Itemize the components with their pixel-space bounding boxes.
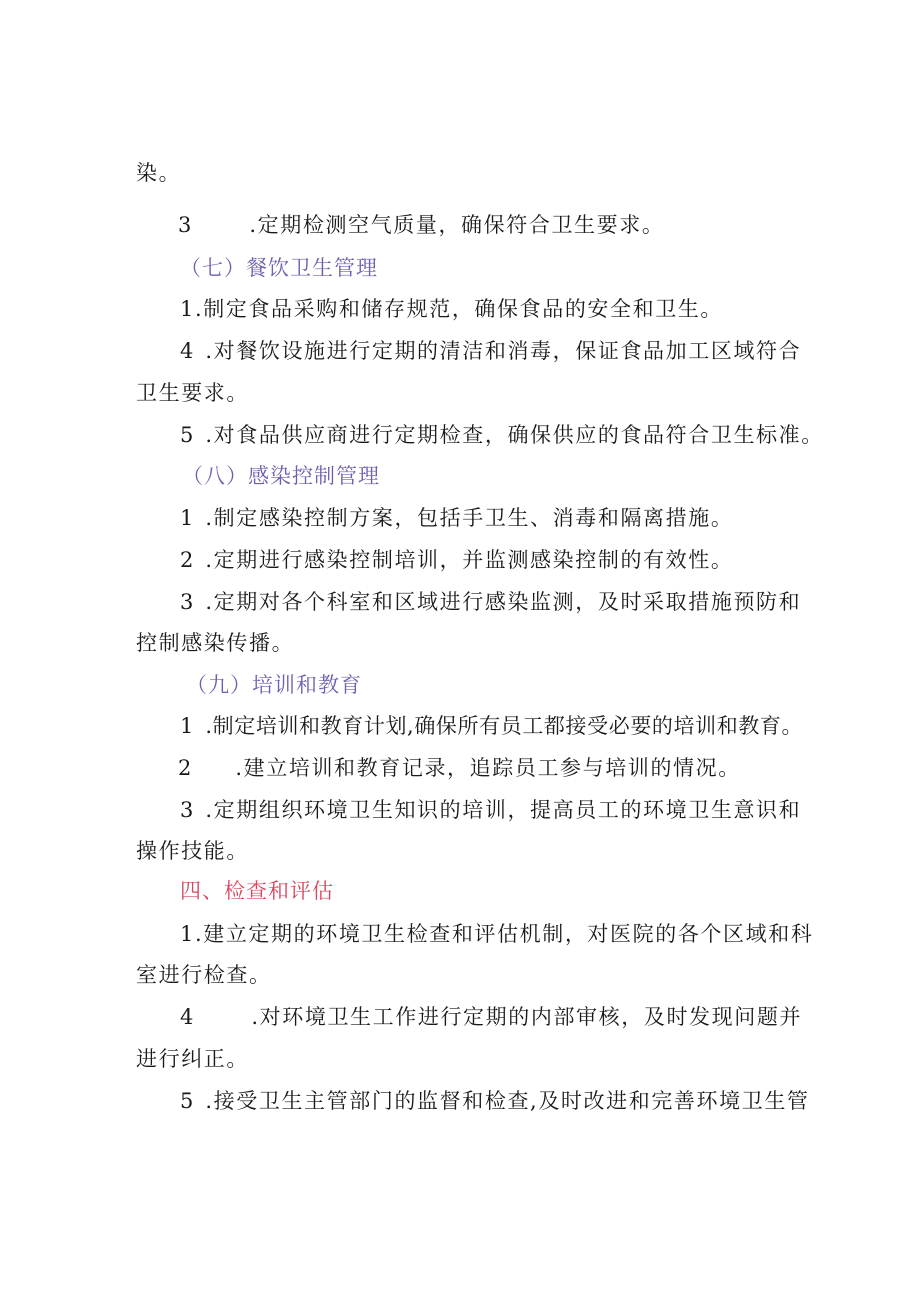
list-item <box>180 294 723 324</box>
line-text: 进行纠正。 <box>136 1047 249 1071</box>
list-number: 5 <box>180 423 194 447</box>
list-item <box>180 711 803 741</box>
list-item-text: .制定感染控制方案，包括手卫生、消毒和隔离措施。 <box>205 506 734 530</box>
paragraph-line <box>136 1044 249 1074</box>
list-item <box>178 210 664 240</box>
subsection-heading <box>180 253 378 283</box>
heading-text: （八）感染控制管理 <box>182 464 380 488</box>
list-item <box>180 1086 810 1116</box>
list-number: 3 <box>178 213 192 237</box>
list-number: 1 <box>180 506 194 530</box>
list-item-text: .建立培训和教育记录，追踪员工参与培训的情况。 <box>235 756 741 780</box>
list-item-text: .对环境卫生工作进行定期的内部审核，及时发现问题并 <box>251 1005 803 1029</box>
list-item <box>180 919 813 949</box>
list-item <box>180 420 824 450</box>
list-number: 3 <box>180 590 194 614</box>
list-item-text: .接受卫生主管部门的监督和检查,及时改进和完善环境卫生管 <box>205 1089 810 1113</box>
heading-text: （九）培训和教育 <box>186 673 362 697</box>
list-item <box>180 336 801 366</box>
paragraph-line <box>136 378 249 408</box>
list-item <box>180 795 801 825</box>
list-item-text: .定期进行感染控制培训，并监测感染控制的有效性。 <box>205 548 734 572</box>
list-item <box>180 545 733 575</box>
list-number: 1 <box>180 714 194 738</box>
list-item <box>180 587 801 617</box>
list-number: 5 <box>180 1089 194 1113</box>
line-text: 卫生要求。 <box>136 381 249 405</box>
paragraph-line <box>136 628 294 658</box>
list-number: 2 <box>180 548 194 572</box>
list-item <box>180 1002 802 1032</box>
list-number: 4 <box>180 1005 194 1029</box>
line-text: 室进行检查。 <box>136 963 272 987</box>
line-text: 控制感染传播。 <box>136 631 295 655</box>
list-number: 4 <box>180 339 194 363</box>
list-item-text: .对餐饮设施进行定期的清洁和消毒，保证食品加工区域符合 <box>205 339 802 363</box>
paragraph-line <box>136 960 272 990</box>
list-item-text: .定期组织环境卫生知识的培训，提高员工的环境卫生意识和 <box>205 798 802 822</box>
line-text: 操作技能。 <box>136 839 249 863</box>
subsection-heading <box>182 461 380 491</box>
list-item-text: 1.制定食品采购和储存规范，确保食品的安全和卫生。 <box>180 297 724 321</box>
subsection-heading <box>186 670 362 700</box>
list-item-text: .定期对各个科室和区域进行感染监测，及时采取措施预防和 <box>205 590 802 614</box>
list-number: 2 <box>178 756 192 780</box>
section-heading <box>180 876 334 906</box>
paragraph-line <box>136 158 181 188</box>
list-item-text: .制定培训和教育计划,确保所有员工都接受必要的培训和教育。 <box>205 714 804 738</box>
heading-text: 四、检查和评估 <box>180 879 334 903</box>
heading-text: （七）餐饮卫生管理 <box>180 256 378 280</box>
line-text: 染。 <box>136 161 182 185</box>
list-number: 3 <box>180 798 194 822</box>
list-item <box>178 753 741 783</box>
list-item-text: 1.建立定期的环境卫生检查和评估机制，对医院的各个区域和科 <box>180 922 814 946</box>
paragraph-line <box>136 836 249 866</box>
list-item <box>180 503 733 533</box>
list-item-text: .对食品供应商进行定期检查，确保供应的食品符合卫生标准。 <box>205 423 824 447</box>
list-item-text: .定期检测空气质量，确保符合卫生要求。 <box>249 213 665 237</box>
